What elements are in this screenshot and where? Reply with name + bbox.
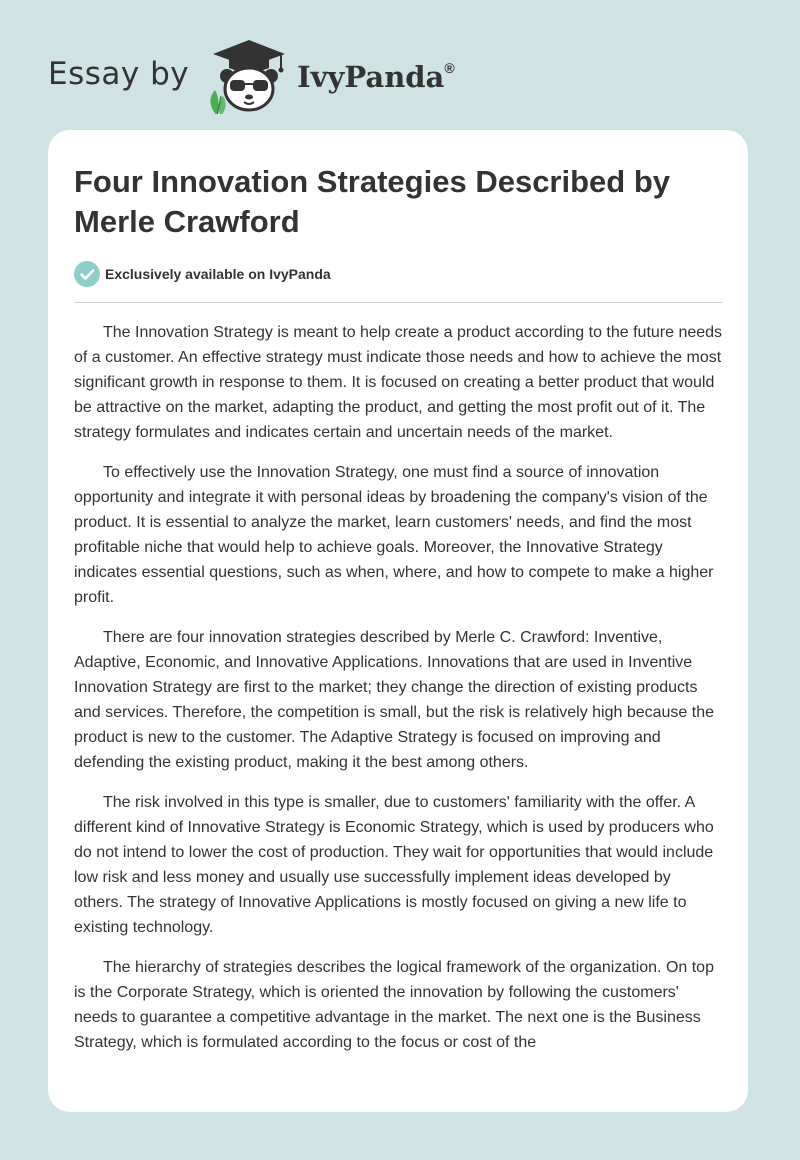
leaf-icon: [211, 90, 226, 114]
site-header: [48, 34, 455, 114]
paragraph: There are four innovation strategies described by Merle C. Crawford: Inventive, Adaptive, Economic, and Innovative Applications. Innovations that are used in Inventive Innovation Strategy are first to the market; they change the direction of existing products and services. Therefore, the competition is small, but the risk is relatively high because the product is new to the customer. The Adaptive Strategy is focused on improving and defending the existing product, making it the best among others.: [74, 629, 715, 771]
check-circle-icon: [74, 261, 100, 287]
panda-logo-icon: [203, 34, 295, 114]
divider: [74, 302, 722, 303]
essay-body: [74, 320, 724, 1070]
paragraph: To effectively use the Innovation Strategy, one must find a source of innovation opportunity and integrate it with personal ideas by broadening the company's vision of the product. It is essential to analyze the market, learn customers' needs, and find the most profitable niche that would help to achieve goals. Moreover, the Innovative Strategy indicates essential questions, such as when, where, and how to compete to make a higher profit.: [74, 464, 714, 606]
paragraph: The hierarchy of strategies describes the logical framework of the organization. On top is the Corporate Strategy, which is oriented the innovation by following the customers' needs to guarantee a competitive advantage in the market. The next one is the Business Strategy, which is formulated according to the focus or cost of the: [74, 959, 714, 1051]
brand-name: IvyPanda®: [297, 60, 455, 94]
exclusive-badge: [74, 261, 331, 287]
exclusive-badge-label: Exclusively available on IvyPanda: [105, 266, 331, 282]
registered-mark: ®: [444, 60, 455, 76]
page-title: Four Innovation Strategies Described by Merle Crawford: [74, 164, 671, 239]
ivypanda-logo[interactable]: [203, 34, 455, 114]
paragraph: The risk involved in this type is smaller, due to customers' familiarity with the offer. A different kind of Innovative Strategy is Economic Strategy, which is used by producers who do not intend to lower the cost of production. They wait for opportunities that would include low risk and less money and usually use successfully implement ideas developed by others. The strategy of Innovative Applications is mostly focused on giving a new life to existing technology.: [74, 794, 714, 936]
essay-card: [48, 130, 748, 1112]
paragraph: The Innovation Strategy is meant to help create a product according to the future needs of a customer. An effective strategy must indicate those needs and how to achieve the most significant growth in response to them. It is focused on creating a better product that would be attractive on the market, adapting the product, and getting the most profit out of it. The strategy formulates and indicates certain and uncertain needs of the market.: [74, 324, 723, 441]
essay-by-label: Essay by: [48, 56, 190, 92]
